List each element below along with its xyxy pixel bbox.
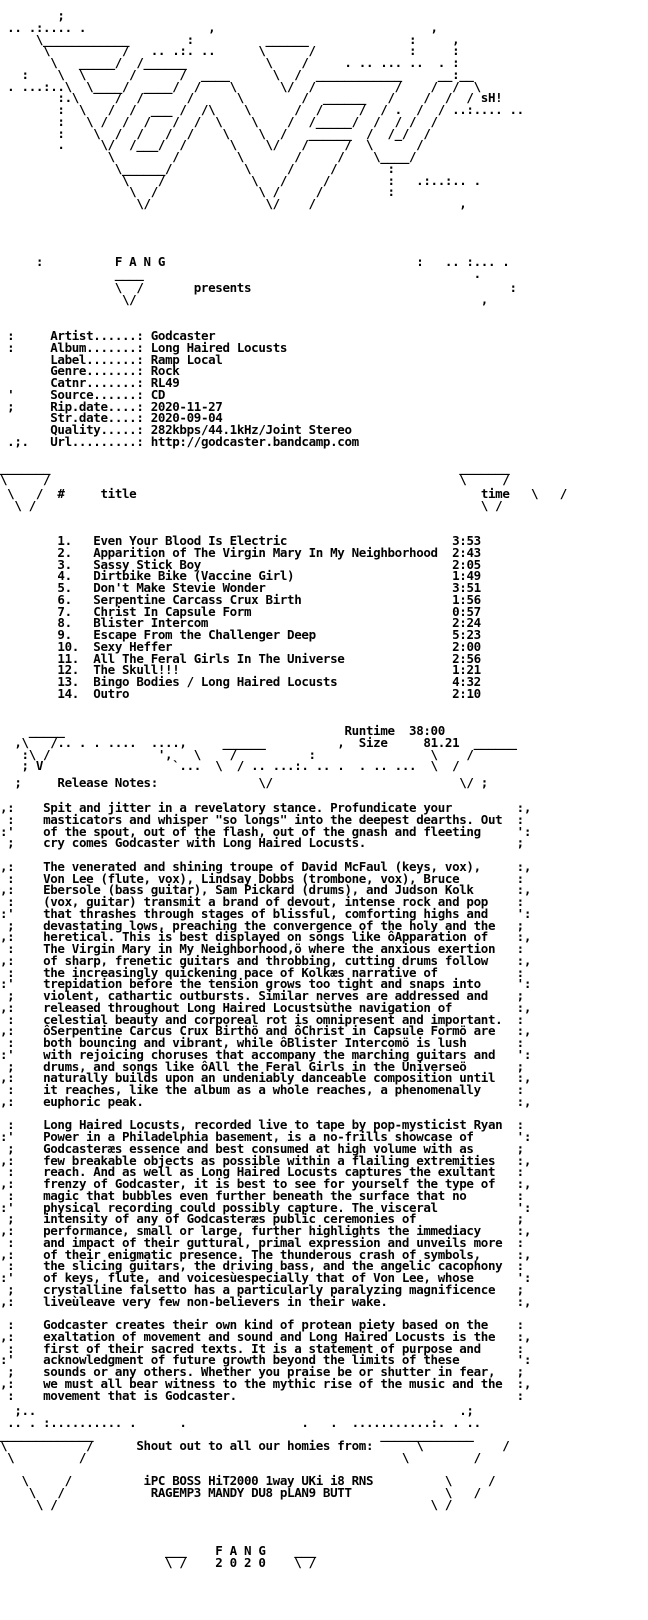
border-deco: ;	[516, 1364, 524, 1379]
notes-text: acknowledgment of future growth beyond the limits of these	[43, 1352, 460, 1368]
track-title: The Skull!!!	[93, 662, 180, 678]
border-deco: :	[0, 941, 44, 956]
tri-line: ____ .	[0, 266, 481, 281]
notes-text: it reaches, like the album as a whole reaches, a phenomenally	[43, 1082, 481, 1097]
border-deco: :,	[516, 1070, 532, 1086]
border-deco: :	[516, 1258, 524, 1274]
notes-text: violent, cathartic outbursts. Similar nerves are addressed and	[43, 988, 488, 1003]
border-deco: ,:	[0, 1070, 44, 1086]
border-deco: :'	[0, 1199, 44, 1215]
border-deco: ':	[516, 1352, 532, 1368]
border-deco: :,	[516, 1328, 532, 1344]
info-label: Artist......:	[50, 328, 144, 343]
notes-text: the increasingly quickening pace of Kolkæs narrative of	[43, 964, 438, 980]
info-value: http://godcaster.bandcamp.com	[150, 433, 359, 449]
sig-year: 2 0 2 0	[215, 1554, 266, 1570]
notes-heading-row: ; Release Notes: \/ \/ ;	[0, 775, 488, 790]
border-deco: :,	[516, 1093, 532, 1109]
border-deco: :'	[0, 1129, 44, 1144]
border-deco: :,	[516, 1246, 532, 1262]
track-number: 1.	[57, 533, 72, 548]
notes-text: physical recording could possibly capture. The visceral	[43, 1199, 438, 1215]
size-label: Size	[358, 734, 388, 750]
track-time: 5:23	[452, 627, 481, 642]
border-deco: :,	[516, 999, 532, 1015]
border-deco: ;	[0, 1364, 44, 1379]
info-row-url: .;. Url.........: http://godcaster.bandcamp.com	[0, 433, 359, 449]
border-deco: :,	[516, 858, 532, 874]
footer-deco-6: \ / \ /	[0, 1496, 453, 1512]
border-deco: :	[0, 894, 44, 909]
groups-row-2: \ / RAGEMP3 MANDY DU8 pLAN9 BUTT \ /	[0, 1484, 481, 1500]
track-time: 1:49	[452, 568, 481, 584]
border-deco: :	[516, 1387, 524, 1403]
info-label: Catnr.......:	[50, 375, 144, 390]
summary-deco-3: :\ / ', \ / : \ /	[0, 746, 474, 762]
track-time: 0:57	[452, 603, 481, 619]
notes-text: Godcaster creates their own kind of protean piety based on the	[43, 1317, 488, 1332]
border-deco: :	[516, 1317, 524, 1332]
info-label: Genre.......:	[50, 363, 144, 379]
border-deco: ,:	[0, 800, 44, 815]
tracklist-columns: \ / # title time \ /	[0, 486, 567, 501]
border-deco: ;	[516, 835, 524, 851]
notes-text: liveùleave very few non-believers in their wake.	[43, 1293, 388, 1309]
info-value: Godcaster	[150, 328, 216, 343]
border-deco: :	[0, 1258, 44, 1274]
sig-row-1: ___ F A N G ___	[0, 1543, 316, 1558]
track-time: 3:53	[452, 533, 481, 548]
notes-text: sounds or any others. Whether you praise be or shutter in fear,	[43, 1364, 496, 1379]
track-time: 2:24	[452, 615, 481, 631]
track-title: Sassy Stick Boy	[93, 556, 201, 572]
presents-text: presents	[193, 280, 252, 295]
border-deco: :,	[516, 1023, 532, 1039]
track-time: 3:51	[452, 580, 481, 595]
border-deco: ;	[516, 1140, 524, 1156]
notes-line	[0, 1293, 532, 1309]
track-title: Escape From the Challenger Deep	[93, 627, 316, 642]
border-deco: :'	[0, 905, 44, 921]
track-title: Dirtbike Bike (Vaccine Girl)	[93, 568, 295, 584]
notes-text: euphoric peak.	[43, 1093, 144, 1109]
col-time: time	[480, 486, 510, 501]
notes-text: few breakable objects as possible within a flailing extremities	[43, 1152, 496, 1168]
notes-line	[0, 1387, 524, 1403]
border-deco: :	[0, 811, 44, 827]
track-time: 4:32	[452, 674, 481, 689]
presents-line: \ / presents :	[0, 280, 517, 295]
border-deco: ,:	[0, 1246, 44, 1262]
border-deco: ;	[0, 988, 44, 1003]
notes-text: (vox, guitar) transmit a brand of devout, intense rock and pop	[43, 894, 488, 909]
col-title: title	[100, 486, 137, 501]
notes-text: drums, and songs like ôAll the Feral Girls in the Universeö	[43, 1058, 467, 1074]
border-deco: ,:	[0, 929, 44, 945]
notes-text: and impact of their guttural, primal expression and unveils more	[43, 1234, 503, 1250]
track-title: Apparition of The Virgin Mary In My Neighborhood	[93, 544, 438, 560]
border-deco: ,:	[0, 999, 44, 1015]
border-deco: :,	[516, 1375, 532, 1391]
border-deco: :	[516, 894, 524, 909]
summary-deco-2: ,\ /.. . . .... ...., ______ , Size 81.21 ______	[0, 734, 517, 750]
track-time: 1:21	[452, 662, 481, 678]
track-number: 8.	[57, 615, 72, 631]
sig-name: F A N G	[215, 1543, 266, 1558]
border-deco: ':	[516, 1270, 532, 1285]
info-row-album: : Album.......: Long Haired Locusts	[0, 339, 288, 355]
footer-deco-5: \ / \ /	[0, 1450, 481, 1465]
track-title: Even Your Blood Is Electric	[93, 533, 288, 548]
notes-text: celestial beauty and corporeal rot is omnipresent and important.	[43, 1011, 503, 1027]
border-deco: ':	[516, 1129, 532, 1144]
notes-text: frenzy of Godcaster, it is best to see for yourself the type of	[43, 1176, 496, 1191]
border-deco: :,	[516, 1223, 532, 1238]
info-row-source: ' Source......: CD	[0, 386, 166, 402]
border-deco: ':	[516, 905, 532, 921]
border-deco: :	[0, 1187, 44, 1203]
border-deco: ;	[516, 1058, 524, 1074]
track-number: 12.	[57, 662, 79, 678]
notes-heading: Release Notes:	[57, 775, 158, 790]
notes-text: The Virgin Mary in My Neighborhood,ö where the anxious exertion	[43, 941, 496, 956]
size-value: 81.21	[423, 734, 460, 750]
border-deco: ,:	[0, 1328, 44, 1344]
notes-text: cry comes Godcaster with Long Haired Locusts.	[43, 835, 366, 851]
info-value: RL49	[150, 375, 180, 390]
tri-line-2: \/ ,	[0, 292, 488, 307]
border-deco: :,	[516, 952, 532, 968]
border-deco: ,:	[0, 952, 44, 968]
track-number: 9.	[57, 627, 72, 642]
border-deco: ':	[516, 823, 532, 839]
track-number: 10.	[57, 638, 79, 654]
border-deco: :	[516, 1340, 524, 1356]
track-number: 3.	[57, 556, 72, 572]
track-time: 2:05	[452, 556, 481, 572]
notes-text: of sharp, frenetic guitars and throbbing, cutting drums follow	[43, 952, 488, 968]
info-label: Album.......:	[50, 339, 144, 355]
border-deco: ,:	[0, 1293, 44, 1309]
info-label: Rip.date....:	[50, 398, 144, 414]
notes-line	[0, 837, 524, 849]
track-time: 2:10	[452, 685, 481, 701]
track-title: Christ In Capsule Form	[93, 603, 252, 619]
notes-text: intensity of any of Godcasteræs public ceremonies of	[43, 1211, 417, 1227]
border-deco: ':	[516, 1046, 532, 1062]
footer-deco: ;.. .;	[0, 1403, 474, 1418]
notes-text: trepidation before the tension grows too tight and snaps into	[43, 976, 481, 992]
track-time: 2:56	[452, 650, 481, 666]
track-time: 1:56	[452, 591, 481, 607]
track-title: Sexy Heffer	[93, 638, 173, 654]
border-deco: ':	[516, 976, 532, 992]
notes-text: of keys, flute, and voicesùespecially that of Von Lee, whose	[43, 1270, 474, 1285]
track-title: Blister Intercom	[93, 615, 209, 631]
notes-text: crystalline falsetto has a particularly paralyzing magnificence	[43, 1281, 496, 1297]
notes-text: Spit and jitter in a revelatory stance. Profundicate your	[43, 800, 453, 815]
border-deco: :	[0, 964, 44, 980]
track-number: 11.	[57, 650, 79, 666]
notes-text: of their enigmatic presence. The thunderous crash of symbols,	[43, 1246, 481, 1262]
border-deco: ,:	[0, 1152, 44, 1168]
tracklist-header-deco: _______ _______	[0, 460, 510, 475]
notes-text: masticators and whisper "so longs" into the deepest dearths. Out	[43, 811, 503, 827]
notes-text: Power in a Philadelphia basement, is a no-frills showcase of	[43, 1129, 474, 1144]
notes-text: devastating lows, preaching the convergence of the holy and the	[43, 917, 496, 933]
group-name: F A N G	[114, 254, 166, 269]
border-deco: :'	[0, 1046, 44, 1062]
track-title: All The Feral Girls In The Universe	[93, 650, 345, 666]
border-deco: :	[516, 1011, 524, 1027]
info-value: 2020-11-27	[150, 398, 223, 414]
track-time: 2:43	[452, 544, 481, 560]
border-deco: ,:	[0, 1375, 44, 1391]
runtime-value: 38:00	[409, 723, 445, 738]
notes-line	[0, 1093, 532, 1109]
border-deco: :	[0, 870, 44, 886]
notes-text: that thrashes through stages of blissful, comforting highs and	[43, 905, 488, 921]
border-deco: ;	[0, 835, 44, 851]
notes-text: of the spout, out of the flash, out of the gnash and fleeting	[43, 823, 481, 839]
border-deco: ;	[0, 1140, 44, 1156]
notes-text: first of their sacred texts. It is a statement of purpose and	[43, 1340, 481, 1356]
track-title: Don't Make Stevie Wonder	[93, 580, 266, 595]
border-deco: ;	[0, 1058, 44, 1074]
border-deco: ;	[0, 1281, 44, 1297]
track-number: 2.	[57, 544, 72, 560]
info-label: Source......:	[50, 386, 144, 402]
border-deco: :	[516, 1117, 524, 1133]
info-label: Quality.....:	[50, 422, 144, 437]
border-deco: ':	[516, 1199, 532, 1215]
border-deco: :	[516, 964, 524, 980]
track-number: 6.	[57, 591, 72, 607]
border-deco: :,	[516, 882, 532, 898]
footer-deco-4: \ / Shout out to all our homies from: \ /	[0, 1438, 510, 1454]
border-deco: :,	[516, 800, 532, 815]
track-number: 5.	[57, 580, 72, 595]
border-deco: :	[516, 870, 524, 886]
track-title: Outro	[93, 685, 130, 701]
shoutout-text: Shout out to all our homies from:	[136, 1438, 374, 1454]
notes-text: Ebersole (bass guitar), Sam Pickard (drums), and Judson Kolk	[43, 882, 474, 898]
border-deco: ;	[516, 1211, 524, 1227]
sig-row-2: \ / 2 0 2 0 \ /	[0, 1554, 316, 1570]
border-deco: ;	[516, 988, 524, 1003]
border-deco: ,:	[0, 858, 44, 874]
track-number: 4.	[57, 568, 72, 584]
border-deco: :	[0, 1164, 44, 1180]
border-deco: ;	[0, 917, 44, 933]
summary-deco-4: ; V `... \ / .. ...:. .. . . .. ... \ /	[0, 758, 460, 774]
border-deco: :'	[0, 1352, 44, 1368]
notes-text: magic that bubbles even further beneath the surface that no	[43, 1187, 467, 1203]
info-label: Str.date....:	[50, 410, 144, 426]
border-deco: :'	[0, 1270, 44, 1285]
border-deco: :	[516, 1234, 524, 1250]
notes-text: Von Lee (flute, vox), Lindsay Dobbs (trombone, vox), Bruce	[43, 870, 460, 886]
border-deco: :,	[516, 1293, 532, 1309]
groups-line-1: iPC BOSS HiT2000 1way UKi i8 RNS	[143, 1473, 374, 1488]
track-title: Serpentine Carcass Crux Birth	[93, 591, 302, 607]
border-deco: :	[0, 1082, 44, 1097]
info-value: 282kbps/44.1kHz/Joint Stereo	[150, 422, 352, 437]
notes-text: Godcasteræs essence and best consumed at high volume with as	[43, 1140, 474, 1156]
info-label: Url.........:	[50, 433, 144, 449]
track-title: Bingo Bodies / Long Haired Locusts	[93, 674, 338, 689]
border-deco: ,:	[0, 1093, 44, 1109]
border-deco: :,	[516, 929, 532, 945]
notes-text: both bouncing and vibrant, while ôBlister Intercomö is lush	[43, 1035, 467, 1050]
border-deco: :'	[0, 823, 44, 839]
border-deco: ,:	[0, 1023, 44, 1039]
col-num: #	[57, 486, 65, 501]
border-deco: ,:	[0, 882, 44, 898]
group-line: : F A N G : .. :... .	[0, 254, 510, 269]
border-deco: ;	[516, 917, 524, 933]
track-row	[0, 685, 481, 701]
notes-text: released throughout Long Haired Locustsùthe navigation of	[43, 999, 453, 1015]
info-row-artist: : Artist......: Godcaster	[0, 328, 216, 343]
border-deco: ,:	[0, 1223, 44, 1238]
info-value: Rock	[150, 363, 180, 379]
border-deco: ;	[516, 1281, 524, 1297]
track-number: 7.	[57, 603, 72, 619]
border-deco: :	[516, 1035, 524, 1050]
notes-text: we must all bear witness to the mythic rise of the music and the	[43, 1375, 503, 1391]
track-number: 14.	[57, 685, 79, 701]
border-deco: ,:	[0, 1176, 44, 1191]
border-deco: :	[0, 1317, 44, 1332]
notes-text: movement that is Godcaster.	[43, 1387, 237, 1403]
notes-text: the slicing guitars, the driving bass, and the angelic cacophony	[43, 1258, 503, 1274]
border-deco: :	[0, 1234, 44, 1250]
tracklist-header-deco-3: \ / \ /	[0, 497, 503, 513]
info-label: Label.......:	[50, 351, 144, 367]
summary-deco: _____ Runtime 38:00	[0, 723, 445, 738]
notes-text: reach. And as well as Long Haired Locusts captures the exultant	[43, 1164, 496, 1180]
notes-text: with rejoicing choruses that accompany the marching guitars and	[43, 1046, 496, 1062]
border-deco: :	[0, 1387, 44, 1403]
border-deco: :	[0, 1035, 44, 1050]
border-deco: :	[516, 811, 524, 827]
ascii-logo-art: ; .. .:.... . , , \____________ : ______ : , \ / .. .:. .. \ / : : \ _____/ /______ \ / . .. ... .. . : : \ \ / / ____ \ / ____________ __:__ . ...:..\ \____/ ____/ / \ \/ / / / / \ :.\ / / / \ / ______ / / / / sH! : \ / / ___ / /\ \ / / / / . / / ..:.... .. : \ / / / / / \ \ / /_____/ / / / / : \ / / / / \ \ / ______ / /_/ / . \/ /___/ / \ \/ / / \ / \ / \ / / \____/ \______/ \ / / : \ / \ / / : .:..:.. . \ / \ / / : \/ \/ / ,	[7, 8, 524, 211]
border-deco: :	[0, 1011, 44, 1027]
notes-text: ôSerpentine Carcus Crux Birthö and ôChrist in Capsule Formö are	[43, 1023, 496, 1039]
notes-text: The venerated and shining troupe of David McFaul (keys, vox),	[43, 858, 481, 874]
border-deco: :,	[516, 1152, 532, 1168]
border-deco: :	[516, 1164, 524, 1180]
info-value: 2020-09-04	[150, 410, 223, 426]
notes-text: exaltation of movement and sound and Long Haired Locusts is the	[43, 1328, 496, 1344]
info-value: CD	[150, 386, 166, 402]
footer-deco-2: .. . :.......... . . . . ...........:. . ..	[0, 1414, 481, 1430]
notes-text: performance, small or large, further highlights the immediacy	[43, 1223, 481, 1238]
border-deco: ;	[0, 1211, 44, 1227]
border-deco: :	[516, 1082, 524, 1097]
notes-text: heretical. This is best displayed on songs like ôApparation of	[43, 929, 488, 945]
groups-row-1: \ / iPC BOSS HiT2000 1way UKi i8 RNS \ /	[0, 1473, 496, 1488]
border-deco: :	[0, 1117, 44, 1133]
border-deco: :	[516, 1187, 524, 1203]
notes-text: naturally builds upon an undeniably danceable composition until	[43, 1070, 496, 1086]
track-number: 13.	[57, 674, 79, 689]
runtime-label: Runtime	[344, 723, 395, 738]
border-deco: :,	[516, 1176, 532, 1191]
track-time: 2:00	[452, 638, 481, 654]
border-deco: :'	[0, 976, 44, 992]
border-deco: :	[516, 941, 524, 956]
groups-line-2: RAGEMP3 MANDY DU8 pLAN9 BUTT	[150, 1484, 352, 1500]
notes-text: Long Haired Locusts, recorded live to tape by pop-mysticist Ryan	[43, 1117, 503, 1133]
tracklist-header-deco-2: \ / \ /	[0, 471, 510, 487]
info-row-ripdate: ; Rip.date....: 2020-11-27	[0, 398, 223, 414]
footer-deco-3: _____________ _____________	[0, 1426, 474, 1442]
border-deco: :	[0, 1340, 44, 1356]
info-value: Ramp Local	[150, 351, 223, 367]
info-value: Long Haired Locusts	[150, 339, 288, 355]
